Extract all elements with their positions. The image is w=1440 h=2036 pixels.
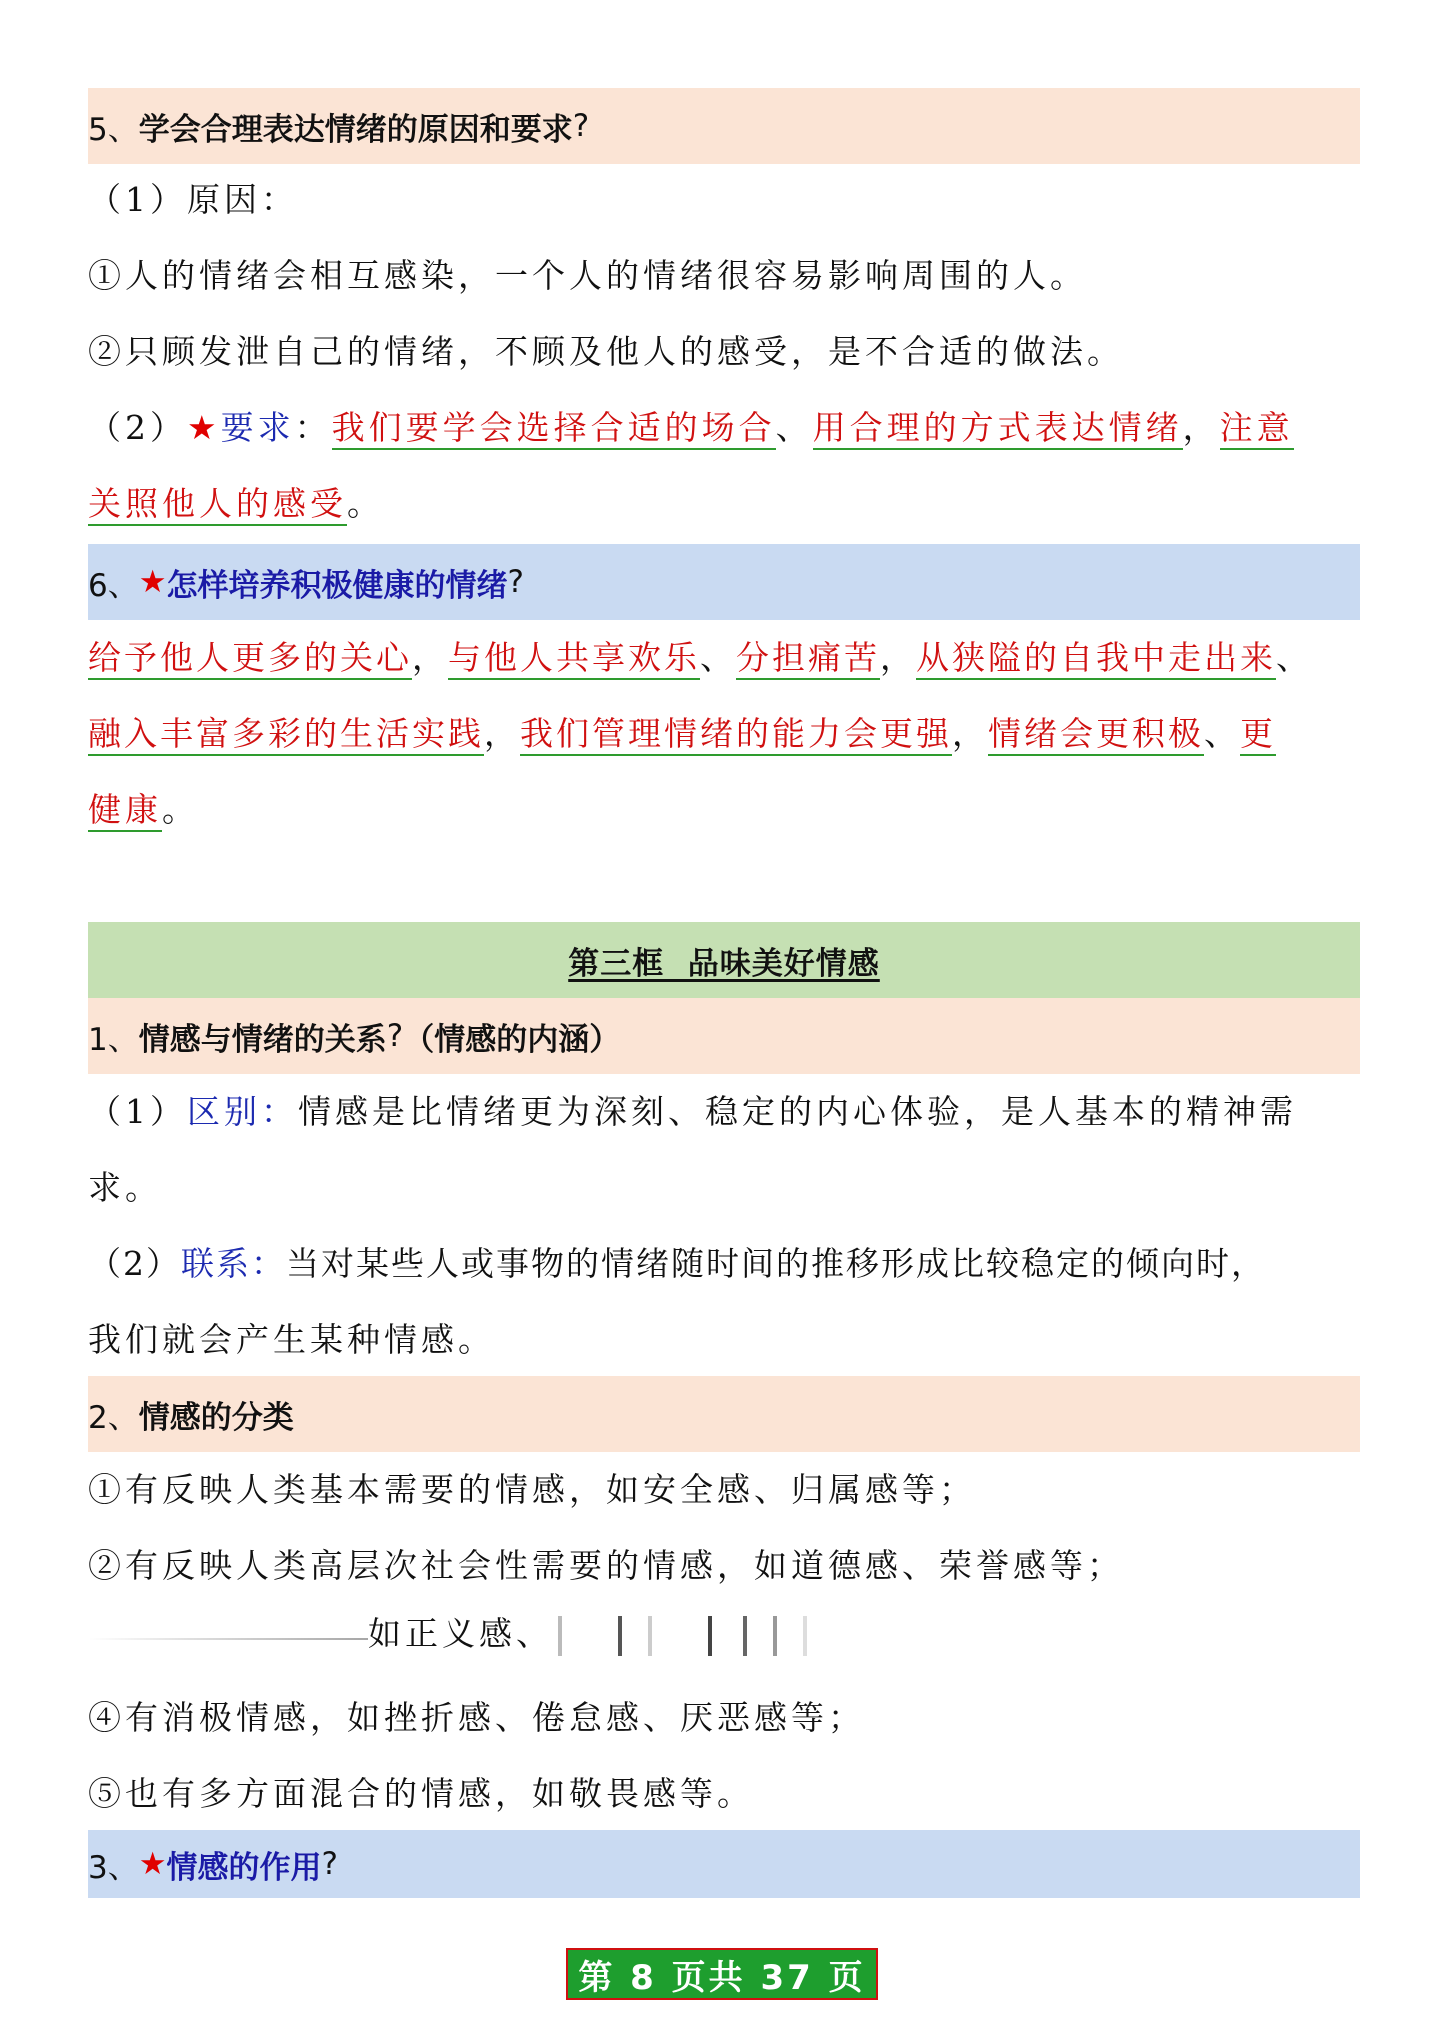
diff-text: 情感是比情绪更为深刻、稳定的内心体验，是人基本的精神需 [298, 1092, 1297, 1131]
page-indicator [566, 1948, 878, 2000]
answer-sep: 、 [1276, 638, 1312, 677]
category-text: ②有反映人类高层次社会性需要的情感，如道德感、荣誉感等； [88, 1546, 1124, 1585]
section-title: 学会合理表达情绪的原因和要求 [138, 111, 573, 148]
req-label: 要求 [220, 408, 295, 447]
category-text: ①有反映人类基本需要的情感，如安全感、归属感等； [88, 1470, 976, 1509]
obscured-mark [88, 1638, 368, 1640]
question-mark: ? [572, 108, 590, 144]
question-mark: ? [321, 1846, 338, 1882]
section-title: 情感的分类 [138, 1399, 294, 1436]
answer-sep: ， [412, 638, 448, 677]
section-title: 情感与情绪的关系 [138, 1021, 387, 1058]
category-text: ④有消极情感，如挫折感、倦怠感、厌恶感等； [88, 1698, 865, 1737]
answer-a5: 融入丰富多彩的生活实践 [88, 714, 484, 756]
section-6-header [88, 544, 1360, 620]
reason-label-text: （1）原因： [88, 180, 298, 219]
category-5 [88, 1772, 1360, 1816]
diff-label: 区别： [187, 1092, 298, 1131]
answer-line-2 [88, 712, 1360, 756]
requirement-line-2 [88, 482, 1360, 526]
answer-a8a: 更 [1240, 714, 1276, 756]
category-3-partial: 如正义感、 [368, 1614, 553, 1653]
star-icon: ★ [138, 564, 167, 600]
question-mark: ? [507, 564, 524, 600]
section-5-header [88, 88, 1360, 164]
req-c2: 关照他人的感受 [88, 484, 347, 526]
reason-1-text: ①人的情绪会相互感染，一个人的情绪很容易影响周围的人。 [88, 256, 1087, 295]
requirement-line-1 [88, 406, 1360, 450]
answer-line-3 [88, 788, 1360, 832]
link-line-2 [88, 1318, 1360, 1362]
star-icon: ★ [138, 1846, 167, 1882]
section-paren: （情感的内涵） [403, 1021, 621, 1058]
answer-a2: 与他人共享欢乐 [448, 638, 700, 680]
answer-sep: 、 [1204, 714, 1240, 753]
category-2 [88, 1544, 1360, 1588]
difference-line-2 [88, 1166, 1360, 1210]
category-1 [88, 1468, 1360, 1512]
section-number: 3、 [88, 1849, 139, 1886]
difference-line-1 [88, 1090, 1360, 1134]
answer-a3: 分担痛苦 [736, 638, 880, 680]
subsection-2-header [88, 1376, 1360, 1452]
frame-title: 第三框 品味美好情感 [568, 945, 880, 982]
answer-a4: 从狭隘的自我中走出来 [916, 638, 1276, 680]
link-prefix: （2） [88, 1244, 181, 1283]
reason-label [88, 178, 1360, 222]
reason-1 [88, 254, 1360, 298]
section-title: 情感的作用 [166, 1849, 322, 1886]
reason-2 [88, 330, 1360, 374]
link-text: 当对某些人或事物的情绪随时间的推移形成比较稳定的倾向时， [286, 1244, 1266, 1283]
obscured-category-3 [88, 1612, 848, 1664]
answer-end: 。 [162, 790, 199, 829]
section-title: 怎样培养积极健康的情绪 [166, 567, 508, 604]
answer-a8b: 健康 [88, 790, 162, 832]
subsection-1-header [88, 998, 1360, 1074]
obscured-mark [558, 1616, 848, 1656]
star-icon: ★ [187, 408, 221, 447]
category-4 [88, 1696, 1360, 1740]
answer-line-1 [88, 636, 1360, 680]
req-a: 我们要学会选择合适的场合 [332, 408, 776, 450]
frame-3-header [88, 922, 1360, 998]
link-label: 联系： [181, 1244, 286, 1283]
diff-text: 求。 [88, 1168, 162, 1207]
category-text: ⑤也有多方面混合的情感，如敬畏感等。 [88, 1774, 754, 1813]
subsection-3-header [88, 1830, 1360, 1898]
answer-a7: 情绪会更积极 [988, 714, 1204, 756]
diff-prefix: （1） [88, 1092, 187, 1131]
req-prefix: （2） [88, 408, 187, 447]
req-sep: 、 [775, 408, 813, 447]
page-indicator-text: 第 8 页共 37 页 [578, 1957, 866, 1998]
req-b: 用合理的方式表达情绪 [813, 408, 1183, 450]
req-c1: 注意 [1220, 408, 1294, 450]
answer-sep: ， [880, 638, 916, 677]
section-number: 1、 [88, 1021, 139, 1058]
answer-a6: 我们管理情绪的能力会更强 [520, 714, 952, 756]
answer-a1: 给予他人更多的关心 [88, 638, 412, 680]
answer-sep: ， [484, 714, 520, 753]
section-number: 5、 [88, 111, 139, 148]
link-line-1 [88, 1242, 1360, 1286]
reason-2-text: ②只顾发泄自己的情绪，不顾及他人的感受，是不合适的做法。 [88, 332, 1124, 371]
section-number: 6、 [88, 567, 139, 604]
answer-sep: ， [952, 714, 988, 753]
req-end: 。 [347, 484, 384, 523]
req-sep: ， [1182, 408, 1220, 447]
question-mark: ? [386, 1018, 404, 1054]
req-colon: ： [294, 408, 332, 447]
link-text: 我们就会产生某种情感。 [88, 1320, 495, 1359]
answer-sep: 、 [700, 638, 736, 677]
section-number: 2、 [88, 1399, 139, 1436]
